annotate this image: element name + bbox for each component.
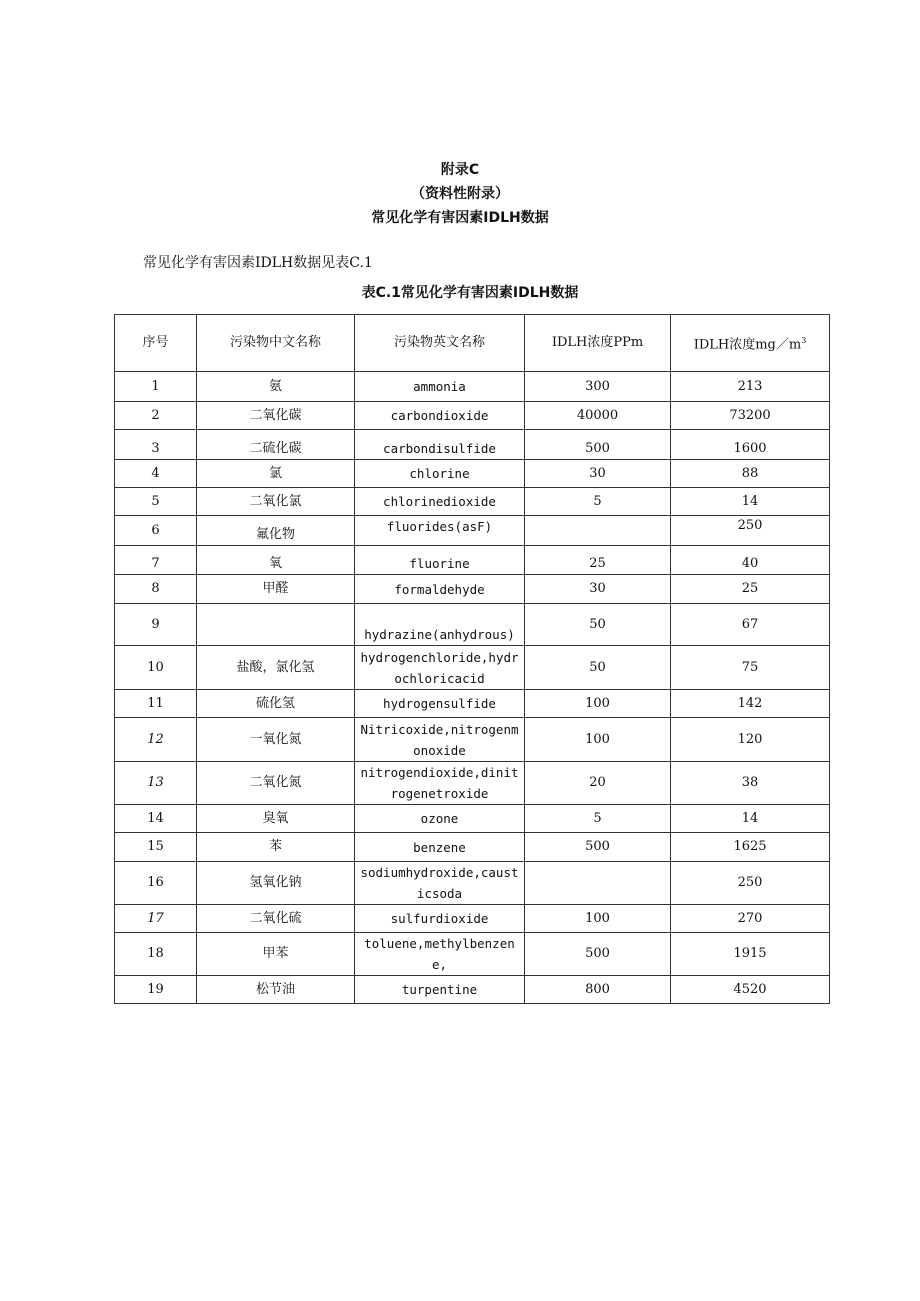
row-en-name: carbondisulfide (355, 430, 525, 460)
row-ppm: 50 (525, 646, 671, 690)
row-no: 16 (115, 862, 197, 905)
row-no: 10 (115, 646, 197, 690)
header-mg-text: IDLH浓度mg／m (693, 337, 802, 353)
row-no: 15 (115, 833, 197, 862)
row-mg: 38 (671, 762, 830, 805)
row-ppm: 500 (525, 933, 671, 976)
row-ppm: 100 (525, 718, 671, 762)
appendix-subject: 常见化学有害因素IDLH数据 (371, 210, 549, 226)
header-mg-sup: 3 (801, 335, 807, 345)
header-ppm: IDLH浓度PPm (525, 315, 671, 372)
row-cn-name: 二氧化碳 (197, 402, 355, 430)
row-no: 19 (115, 976, 197, 1004)
header-no: 序号 (115, 315, 197, 372)
row-mg: 14 (671, 488, 830, 516)
row-cn-name: 氯 (197, 460, 355, 488)
table-row (115, 905, 830, 933)
row-no: 4 (115, 460, 197, 488)
row-ppm: 500 (525, 833, 671, 862)
row-cn-name: 二氧化氮 (197, 762, 355, 805)
row-mg: 250 (671, 516, 830, 546)
row-en-name: carbondioxide (355, 402, 525, 430)
row-mg: 73200 (671, 402, 830, 430)
table-row (115, 933, 830, 976)
row-ppm: 300 (525, 372, 671, 402)
row-no: 3 (115, 430, 197, 460)
row-mg: 25 (671, 575, 830, 604)
intro-text: 常见化学有害因素IDLH数据见表C.1 (143, 255, 373, 271)
row-ppm: 30 (525, 460, 671, 488)
row-no: 2 (115, 402, 197, 430)
row-cn-name: 盐酸，氯化氢 (197, 646, 355, 690)
header-mg (671, 315, 830, 372)
row-ppm: 5 (525, 805, 671, 833)
row-no: 7 (115, 546, 197, 575)
row-en-name: ammonia (355, 372, 525, 402)
row-ppm: 5 (525, 488, 671, 516)
row-no: 9 (115, 604, 197, 646)
table-row (115, 976, 830, 1004)
row-en-name: Nitricoxide,nitrogenmonoxide (355, 718, 525, 762)
row-no: 6 (115, 516, 197, 546)
row-cn-name: 氨 (197, 372, 355, 402)
row-en-name: benzene (355, 833, 525, 862)
row-en-name: turpentine (355, 976, 525, 1004)
row-no: 11 (115, 690, 197, 718)
row-mg: 67 (671, 604, 830, 646)
row-en-name: nitrogendioxide,dinitrogenetroxide (355, 762, 525, 805)
row-mg: 40 (671, 546, 830, 575)
row-cn-name: 二硫化碳 (197, 430, 355, 460)
row-en-name: hydrogenchloride,hydrochloricacid (355, 646, 525, 690)
table-row (115, 460, 830, 488)
table-row (115, 575, 830, 604)
row-no: 8 (115, 575, 197, 604)
row-cn-name: 甲苯 (197, 933, 355, 976)
row-cn-name: 一氧化氮 (197, 718, 355, 762)
row-cn-name: 二氧化氯 (197, 488, 355, 516)
row-cn-name: 二氧化硫 (197, 905, 355, 933)
row-cn-name: 氟化物 (197, 516, 355, 546)
row-no: 5 (115, 488, 197, 516)
row-mg: 270 (671, 905, 830, 933)
row-mg: 88 (671, 460, 830, 488)
row-en-name: sodiumhydroxide,causticsoda (355, 862, 525, 905)
row-no: 18 (115, 933, 197, 976)
row-mg: 75 (671, 646, 830, 690)
row-mg: 250 (671, 862, 830, 905)
row-mg: 4520 (671, 976, 830, 1004)
table-row (115, 646, 830, 690)
row-en-name: fluorides(asF) (355, 516, 525, 546)
row-mg: 213 (671, 372, 830, 402)
row-ppm: 20 (525, 762, 671, 805)
appendix-title: 附录C (440, 162, 480, 178)
table-row (115, 372, 830, 402)
row-ppm: 100 (525, 690, 671, 718)
table-row (115, 604, 830, 646)
row-ppm: 30 (525, 575, 671, 604)
row-no: 13 (115, 762, 197, 805)
table-row (115, 402, 830, 430)
row-en-name: formaldehyde (355, 575, 525, 604)
row-cn-name (197, 604, 355, 646)
row-en-name: sulfurdioxide (355, 905, 525, 933)
row-en-name: hydrogensulfide (355, 690, 525, 718)
row-mg: 120 (671, 718, 830, 762)
row-ppm: 500 (525, 430, 671, 460)
row-no: 1 (115, 372, 197, 402)
table-row (115, 762, 830, 805)
table-header-row (115, 315, 830, 372)
row-no: 14 (115, 805, 197, 833)
row-mg: 1625 (671, 833, 830, 862)
table-row (115, 805, 830, 833)
idlh-table (114, 314, 830, 1004)
row-en-name: chlorine (355, 460, 525, 488)
row-en-name: ozone (355, 805, 525, 833)
row-en-name: chlorinedioxide (355, 488, 525, 516)
row-no: 17 (115, 905, 197, 933)
table-row (115, 690, 830, 718)
table-row (115, 718, 830, 762)
row-mg: 14 (671, 805, 830, 833)
table-row (115, 546, 830, 575)
row-cn-name: 臭氧 (197, 805, 355, 833)
table-row (115, 862, 830, 905)
row-en-name: hydrazine(anhydrous) (355, 604, 525, 646)
row-mg: 1600 (671, 430, 830, 460)
table-row (115, 516, 830, 546)
row-en-name: toluene,methylbenzene, (355, 933, 525, 976)
row-ppm: 50 (525, 604, 671, 646)
table-row (115, 488, 830, 516)
row-cn-name: 硫化氢 (197, 690, 355, 718)
row-ppm (525, 516, 671, 546)
header-en-name: 污染物英文名称 (355, 315, 525, 372)
row-ppm (525, 862, 671, 905)
row-mg: 1915 (671, 933, 830, 976)
table-caption: 表C.1常见化学有害因素IDLH数据 (361, 285, 579, 301)
header-cn-name: 污染物中文名称 (197, 315, 355, 372)
appendix-type: （资料性附录） (411, 186, 509, 202)
row-cn-name: 氢氧化钠 (197, 862, 355, 905)
row-cn-name: 甲醛 (197, 575, 355, 604)
row-cn-name: 苯 (197, 833, 355, 862)
table-row (115, 833, 830, 862)
row-en-name: fluorine (355, 546, 525, 575)
row-cn-name: 氧 (197, 546, 355, 575)
row-ppm: 100 (525, 905, 671, 933)
row-ppm: 800 (525, 976, 671, 1004)
row-mg: 142 (671, 690, 830, 718)
row-no: 12 (115, 718, 197, 762)
row-ppm: 40000 (525, 402, 671, 430)
row-cn-name: 松节油 (197, 976, 355, 1004)
table-row (115, 430, 830, 460)
row-ppm: 25 (525, 546, 671, 575)
